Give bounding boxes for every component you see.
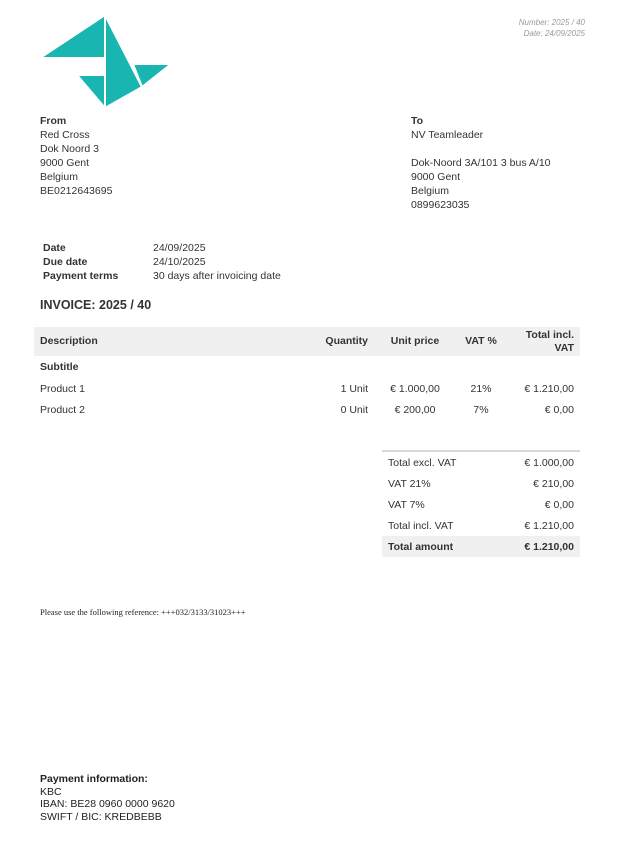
from-line: Belgium (40, 171, 78, 183)
subtitle-row: Subtitle (40, 361, 79, 373)
col-quantity: Quantity (325, 335, 368, 347)
payment-heading: Payment information: (40, 773, 148, 785)
from-heading: From (40, 115, 67, 127)
iban: IBAN: BE28 0960 0000 9620 (40, 798, 175, 810)
bic: SWIFT / BIC: KREDBEBB (40, 810, 162, 823)
table-row: Product 2 0 Unit € 200,00 7% € 0,00 (40, 403, 574, 416)
to-line: NV Teamleader (411, 129, 484, 141)
total-incl-vat-row: Total incl. VAT € 1.210,00 (388, 519, 574, 532)
col-description: Description (40, 335, 98, 347)
due-date-label: Due date (43, 256, 88, 268)
to-address (411, 114, 551, 212)
invoice-dates (43, 241, 281, 283)
date-value: 24/09/2025 (153, 242, 206, 254)
to-line: Dok-Noord 3A/101 3 bus A/10 (411, 157, 551, 169)
invoice-title: INVOICE: 2025 / 40 (40, 298, 152, 312)
payment-information (40, 773, 175, 823)
line-items-table (34, 327, 580, 420)
to-heading: To (411, 115, 424, 127)
total-excl-vat-row: Total excl. VAT € 1.000,00 (388, 456, 574, 469)
to-line (411, 142, 551, 156)
from-address (40, 114, 112, 198)
vat-21-row: VAT 21% € 210,00 (388, 477, 574, 490)
payment-terms-value: 30 days after invoicing date (153, 270, 281, 282)
to-line: 0899623035 (411, 199, 470, 211)
table-header (34, 327, 580, 356)
totals-table (382, 450, 580, 557)
due-date-row (43, 255, 281, 269)
from-line: 9000 Gent (40, 157, 90, 169)
payment-reference: Please use the following reference: +++032/3133/31023+++ (40, 607, 246, 617)
table-row: Product 1 1 Unit € 1.000,00 21% € 1.210,00 (40, 382, 574, 395)
to-line: Belgium (411, 185, 449, 197)
date-label: Date (43, 242, 66, 254)
col-vat: VAT % (465, 335, 497, 347)
invoice-date: Date: 24/09/2025 (523, 29, 585, 38)
from-line: Dok Noord 3 (40, 143, 99, 155)
from-line: BE0212643695 (40, 185, 113, 197)
due-date-value: 24/10/2025 (153, 256, 206, 268)
from-line: Red Cross (40, 129, 90, 141)
to-line: 9000 Gent (411, 171, 461, 183)
invoice-meta (519, 17, 585, 39)
total-amount-row: Total amount € 1.210,00 (382, 536, 580, 557)
payment-terms-row (43, 269, 281, 283)
vat-7-row: VAT 7% € 0,00 (388, 498, 574, 511)
invoice-number: Number: 2025 / 40 (518, 18, 585, 27)
date-row (43, 241, 281, 255)
col-unit-price: Unit price (390, 335, 440, 347)
col-total: Total incl. VAT (525, 328, 574, 354)
company-logo-icon (38, 14, 174, 108)
payment-terms-label: Payment terms (43, 270, 119, 282)
bank-name: KBC (40, 785, 62, 798)
